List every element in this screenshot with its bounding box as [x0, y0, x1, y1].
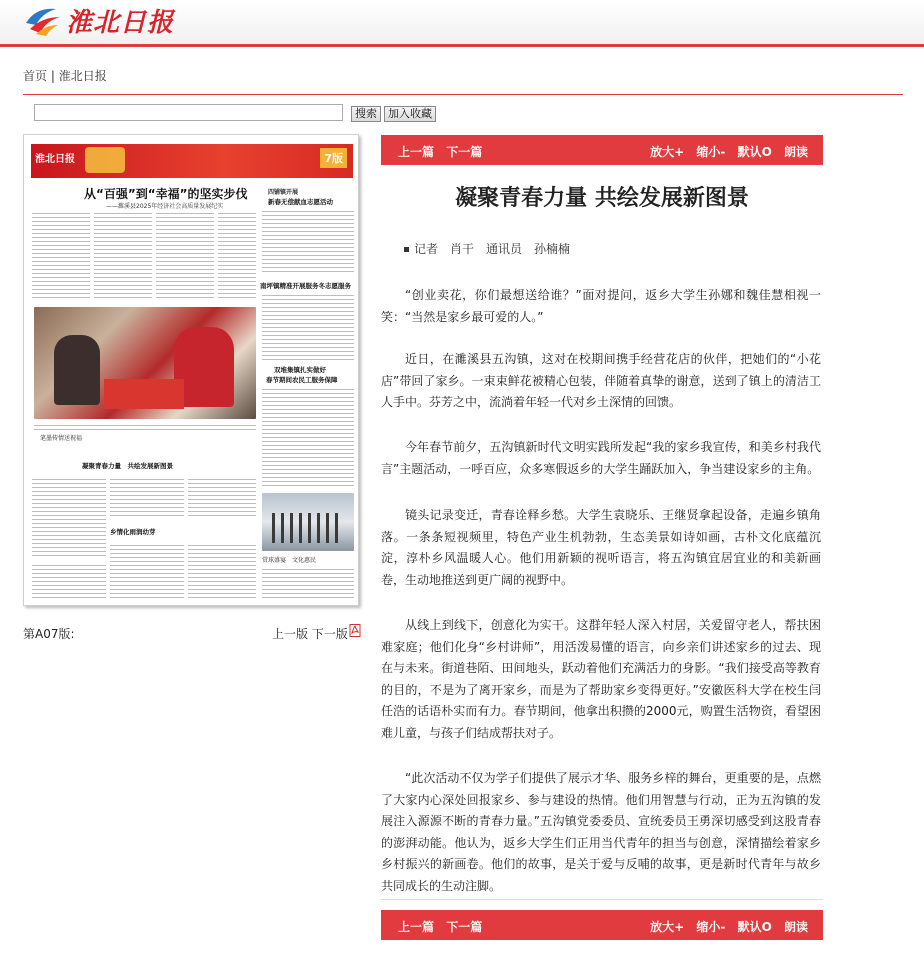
- thumb-headline-2[interactable]: 凝聚青春力量 共绘发展新图景: [82, 462, 173, 470]
- thumb-secondary-photo[interactable]: [262, 493, 354, 551]
- thumb-headline[interactable]: 从“百强”到“幸福”的坚实步伐: [84, 187, 248, 201]
- thumb-text-block: [94, 211, 152, 301]
- breadcrumb-divider: [23, 94, 903, 95]
- zoom-out-button[interactable]: 缩小-: [696, 920, 726, 934]
- byline-text: 记者 肖干 通讯员 孙楠楠: [414, 242, 571, 256]
- default-size-button[interactable]: 默认O: [737, 920, 772, 934]
- logo-text: 淮北日报: [66, 7, 175, 38]
- breadcrumb: [23, 67, 107, 84]
- zoom-in-button[interactable]: 放大+: [650, 920, 685, 934]
- breadcrumb-separator: |: [50, 69, 55, 83]
- zoom-in-button[interactable]: 放大+: [650, 145, 685, 159]
- article-paragraph: “创业卖花，你们最想送给谁？”面对提问，返乡大学生孙娜和魏佳慧相视一笑：“当然是家乡最可爱的人。”: [381, 288, 821, 324]
- pdf-icon[interactable]: [349, 624, 361, 637]
- masthead-decoration: [85, 147, 125, 173]
- prev-article-link[interactable]: 上一篇: [398, 145, 435, 159]
- thumb-text-block: [156, 211, 214, 301]
- default-size-button[interactable]: 默认O: [737, 145, 772, 159]
- prev-page-link[interactable]: 上一版: [272, 627, 309, 641]
- thumb-text-block: [262, 387, 354, 487]
- article-toolbar-top: [381, 135, 823, 165]
- byline-bullet-icon: [404, 247, 409, 252]
- thumb-headline-3[interactable]: 乡情化雨润幼芽: [110, 528, 156, 536]
- next-article-link[interactable]: 下一篇: [446, 145, 483, 159]
- thumb-text-block: [188, 477, 256, 517]
- prev-article-link[interactable]: 上一篇: [398, 920, 435, 934]
- article-title: 凝聚青春力量 共绘发展新图景: [455, 186, 749, 211]
- thumb-text-block: [218, 211, 256, 301]
- site-logo[interactable]: [22, 2, 174, 38]
- logo-swirl-icon: [22, 3, 64, 37]
- article-toolbar-bottom: [381, 910, 823, 940]
- masthead-logo: 淮北日报: [35, 154, 75, 165]
- next-page-link[interactable]: 下一版: [311, 627, 348, 641]
- breadcrumb-home-link[interactable]: 首页: [23, 69, 48, 83]
- thumb-side-headline[interactable]: 南坪镇精准开展服务冬志愿服务: [260, 282, 351, 290]
- thumb-side-headline: 春节期间农民工服务保障: [266, 376, 338, 384]
- thumb-text-block: [188, 543, 256, 599]
- article-paragraph: 近日，在濉溪县五沟镇，这对在校期间携手经营花店的伙伴，把她们的“小花店”带回了家乡。一束束鲜花被精心包装，伴随着真挚的谢意，送到了镇上的清洁工人手中。芬芳之中，流淌着年轻一代对乡土深情的回馈。: [381, 352, 821, 409]
- page-version-label: 第A07版:: [23, 627, 75, 641]
- thumb-text-block: [262, 567, 354, 599]
- thumb-text-block: [262, 209, 354, 275]
- article-paragraph: 今年春节前夕，五沟镇新时代文明实践所发起“我的家乡我宣传，和美乡村我代言”主题活动，一呼百应，众多寒假返乡的大学生踊跃加入，争当建设家乡的主角。: [381, 440, 821, 476]
- article-paragraph: 镜头记录变迁，青春诠释乡愁。大学生袁晓乐、王继贤拿起设备，走遍乡镇角落。一条条短视频里，特色产业生机勃勃，生态美景如诗如画，古朴文化底蕴沉淀，淳朴乡风温暖人心。他们用新颖的视听语言，将五沟镇宜居宜业的和美新画卷，生动地推送到更广阔的视野中。: [381, 508, 821, 587]
- thumb-side-headline: 新春无偿献血志愿活动: [268, 198, 333, 206]
- page-nav: [272, 625, 348, 642]
- read-aloud-button[interactable]: 朗读: [783, 920, 808, 934]
- site-header: [0, 0, 924, 44]
- thumb-side-headline[interactable]: 四铺镇开展: [268, 189, 299, 196]
- breadcrumb-paper-link[interactable]: 淮北日报: [58, 69, 107, 83]
- thumb-text-block: [110, 543, 184, 599]
- newspaper-page-thumbnail[interactable]: [23, 134, 359, 606]
- article-paragraph: 从线上到线下，创意化为实干。这群年轻人深入村居，关爱留守老人，帮扶困难家庭；他们化身“乡村讲师”，用活泼易懂的语言，向乡亲们讲述家乡的过去、现在与未来。街道巷陌、田间地头，跃动着他们充满活力的身影。“我们接受高等教育的目的，不是为了离开家乡，而是为了帮助家乡变得更好。”安徽医科大学在校生闫任浩的话语朴实而有力。春节期间，他拿出积攒的2000元，购置生活物资，看望困难儿童，与孩子们结成帮扶对子。: [381, 618, 821, 740]
- thumb-side-headline[interactable]: 双堆集镇扎实做好: [274, 366, 326, 374]
- article-byline: [404, 240, 570, 257]
- thumb-photo-caption: 赏球盛宴 文化惠民: [262, 557, 317, 564]
- next-article-link[interactable]: 下一篇: [446, 920, 483, 934]
- article-divider: [381, 899, 823, 900]
- add-favorite-button[interactable]: 加入收藏: [384, 106, 436, 122]
- thumb-main-photo[interactable]: [34, 307, 256, 419]
- thumb-photo-caption: 笔墨传情送祝福: [40, 435, 83, 442]
- thumb-text-block: [32, 563, 106, 599]
- article-paragraph: “此次活动不仅为学子们提供了展示才华、服务乡梓的舞台，更重要的是，点燃了大家内心深处回报家乡、参与建设的热情。他们用智慧与行动，正为五沟镇的发展注入源源不断的青春力量。”五沟镇党委委员、宣统委员王勇深切感受到这股青春的澎湃动能。他认为，返乡大学生们正用当代青年的担当与创意，深情描绘着家乡乡村振兴的新画卷。他们的故事，是关于爱与反哺的故事，更是新时代青年与故乡共同成长的生动注脚。: [381, 771, 821, 893]
- thumb-text-block: [32, 477, 106, 557]
- page-masthead: [31, 144, 353, 178]
- read-aloud-button[interactable]: 朗读: [783, 145, 808, 159]
- search-input[interactable]: [34, 104, 343, 121]
- thumb-text-block: [262, 293, 354, 361]
- page-version-badge: 7版: [320, 148, 347, 168]
- thumb-text-block: [34, 423, 256, 431]
- header-divider: [0, 44, 924, 47]
- zoom-out-button[interactable]: 缩小-: [696, 145, 726, 159]
- thumb-subheadline: ——濉溪县2025年经济社会高质量发展纪实: [106, 203, 224, 210]
- thumb-text-block: [110, 477, 184, 517]
- thumb-text-block: [32, 211, 90, 301]
- search-button[interactable]: 搜索: [351, 106, 381, 122]
